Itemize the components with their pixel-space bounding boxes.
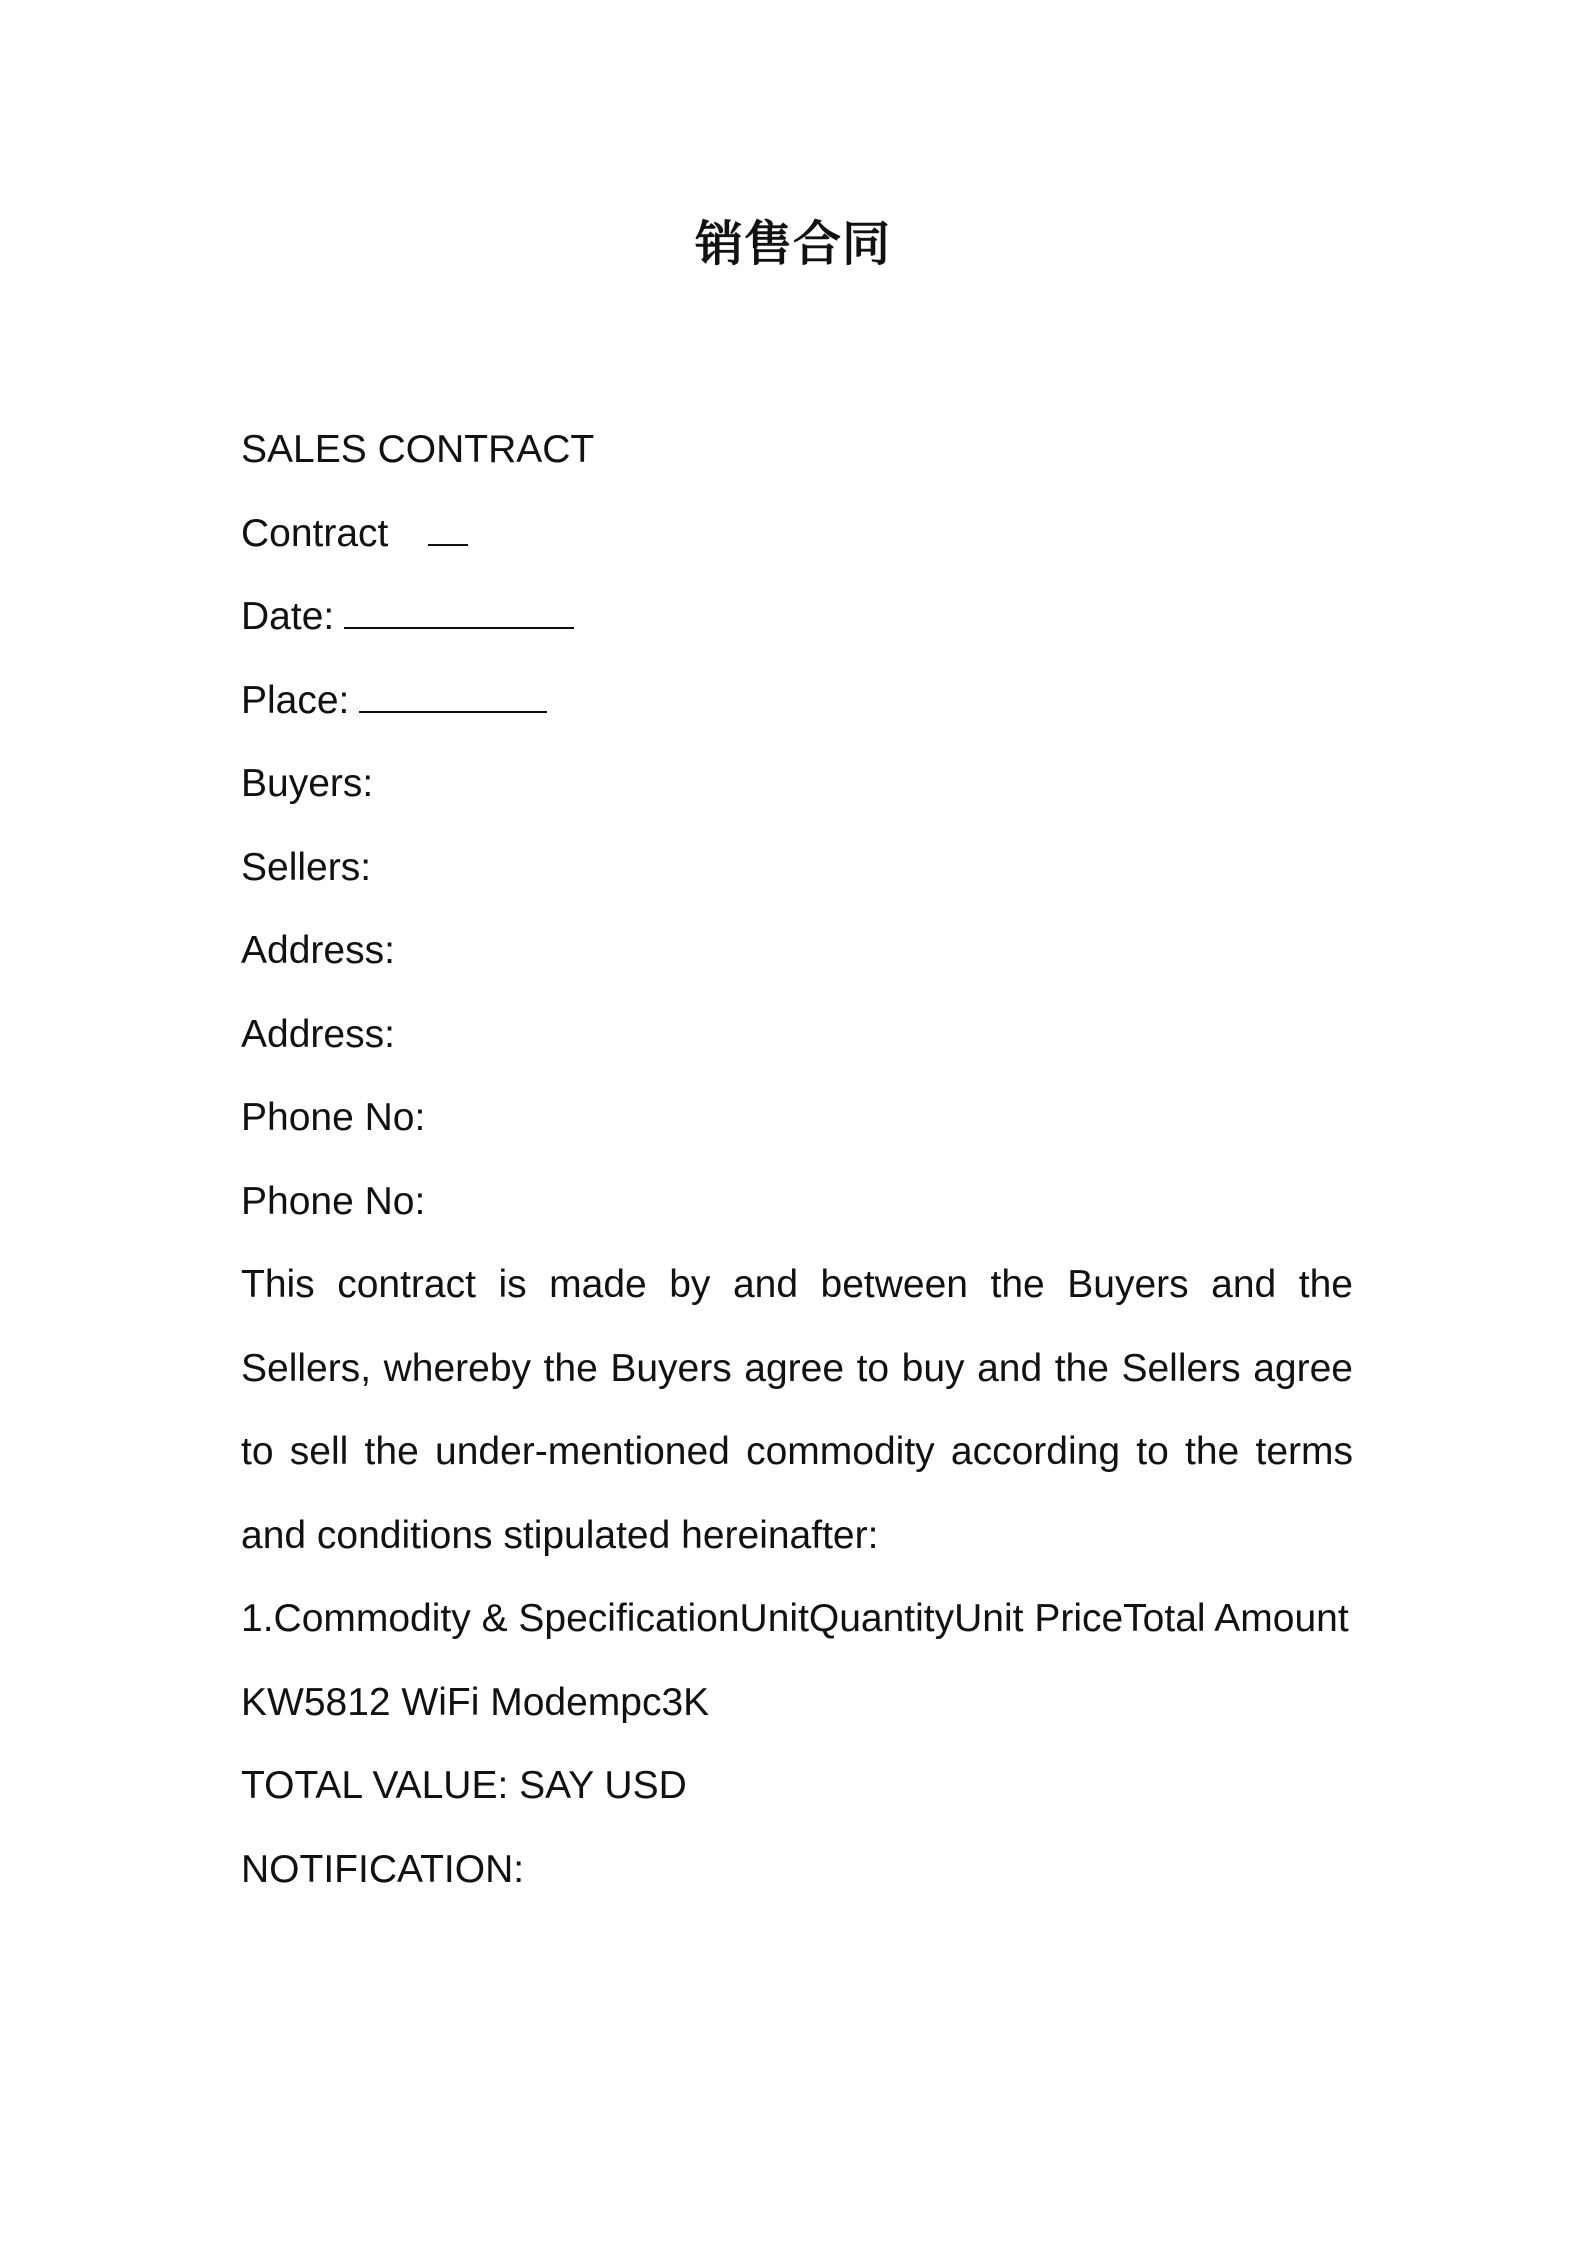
address-label-buyer: Address: — [241, 929, 395, 972]
address-label-seller: Address: — [241, 1012, 395, 1056]
phone-label-seller: Phone No: — [241, 1179, 426, 1223]
sales-contract-heading: SALES CONTRACT — [241, 428, 595, 471]
sellers-label: Sellers: — [241, 845, 372, 889]
buyers-label: Buyers: — [241, 762, 374, 805]
contract-label: Contract — [241, 511, 389, 555]
commodity-header: 1.Commodity & SpecificationUnitQuantityUnit PriceTotal Amount — [241, 1597, 1349, 1640]
contract-body — [241, 408, 1353, 1911]
place-line — [241, 659, 1353, 743]
commodity-row: KW5812 WiFi Modempc3K — [241, 1680, 710, 1724]
contract-number-blank — [428, 514, 468, 546]
total-value: TOTAL VALUE: SAY USD — [241, 1764, 687, 1807]
place-blank — [359, 681, 547, 713]
notification-label: NOTIFICATION: — [241, 1847, 525, 1891]
phone-label-buyer: Phone No: — [241, 1096, 426, 1139]
place-label: Place: — [241, 678, 350, 722]
date-label: Date: — [241, 595, 335, 638]
date-line — [241, 575, 1353, 659]
date-blank — [344, 597, 574, 629]
intro-paragraph: This contract is made by and between the Buyers and the Sellers, whereby the Buyers agree to buy and the Sellers agree to sell the under-mentioned commodity according to the terms and conditions stipulated hereinafter: — [241, 1263, 1353, 1557]
document-title: 销售合同 — [694, 216, 891, 272]
contract-number-line — [241, 492, 1353, 576]
